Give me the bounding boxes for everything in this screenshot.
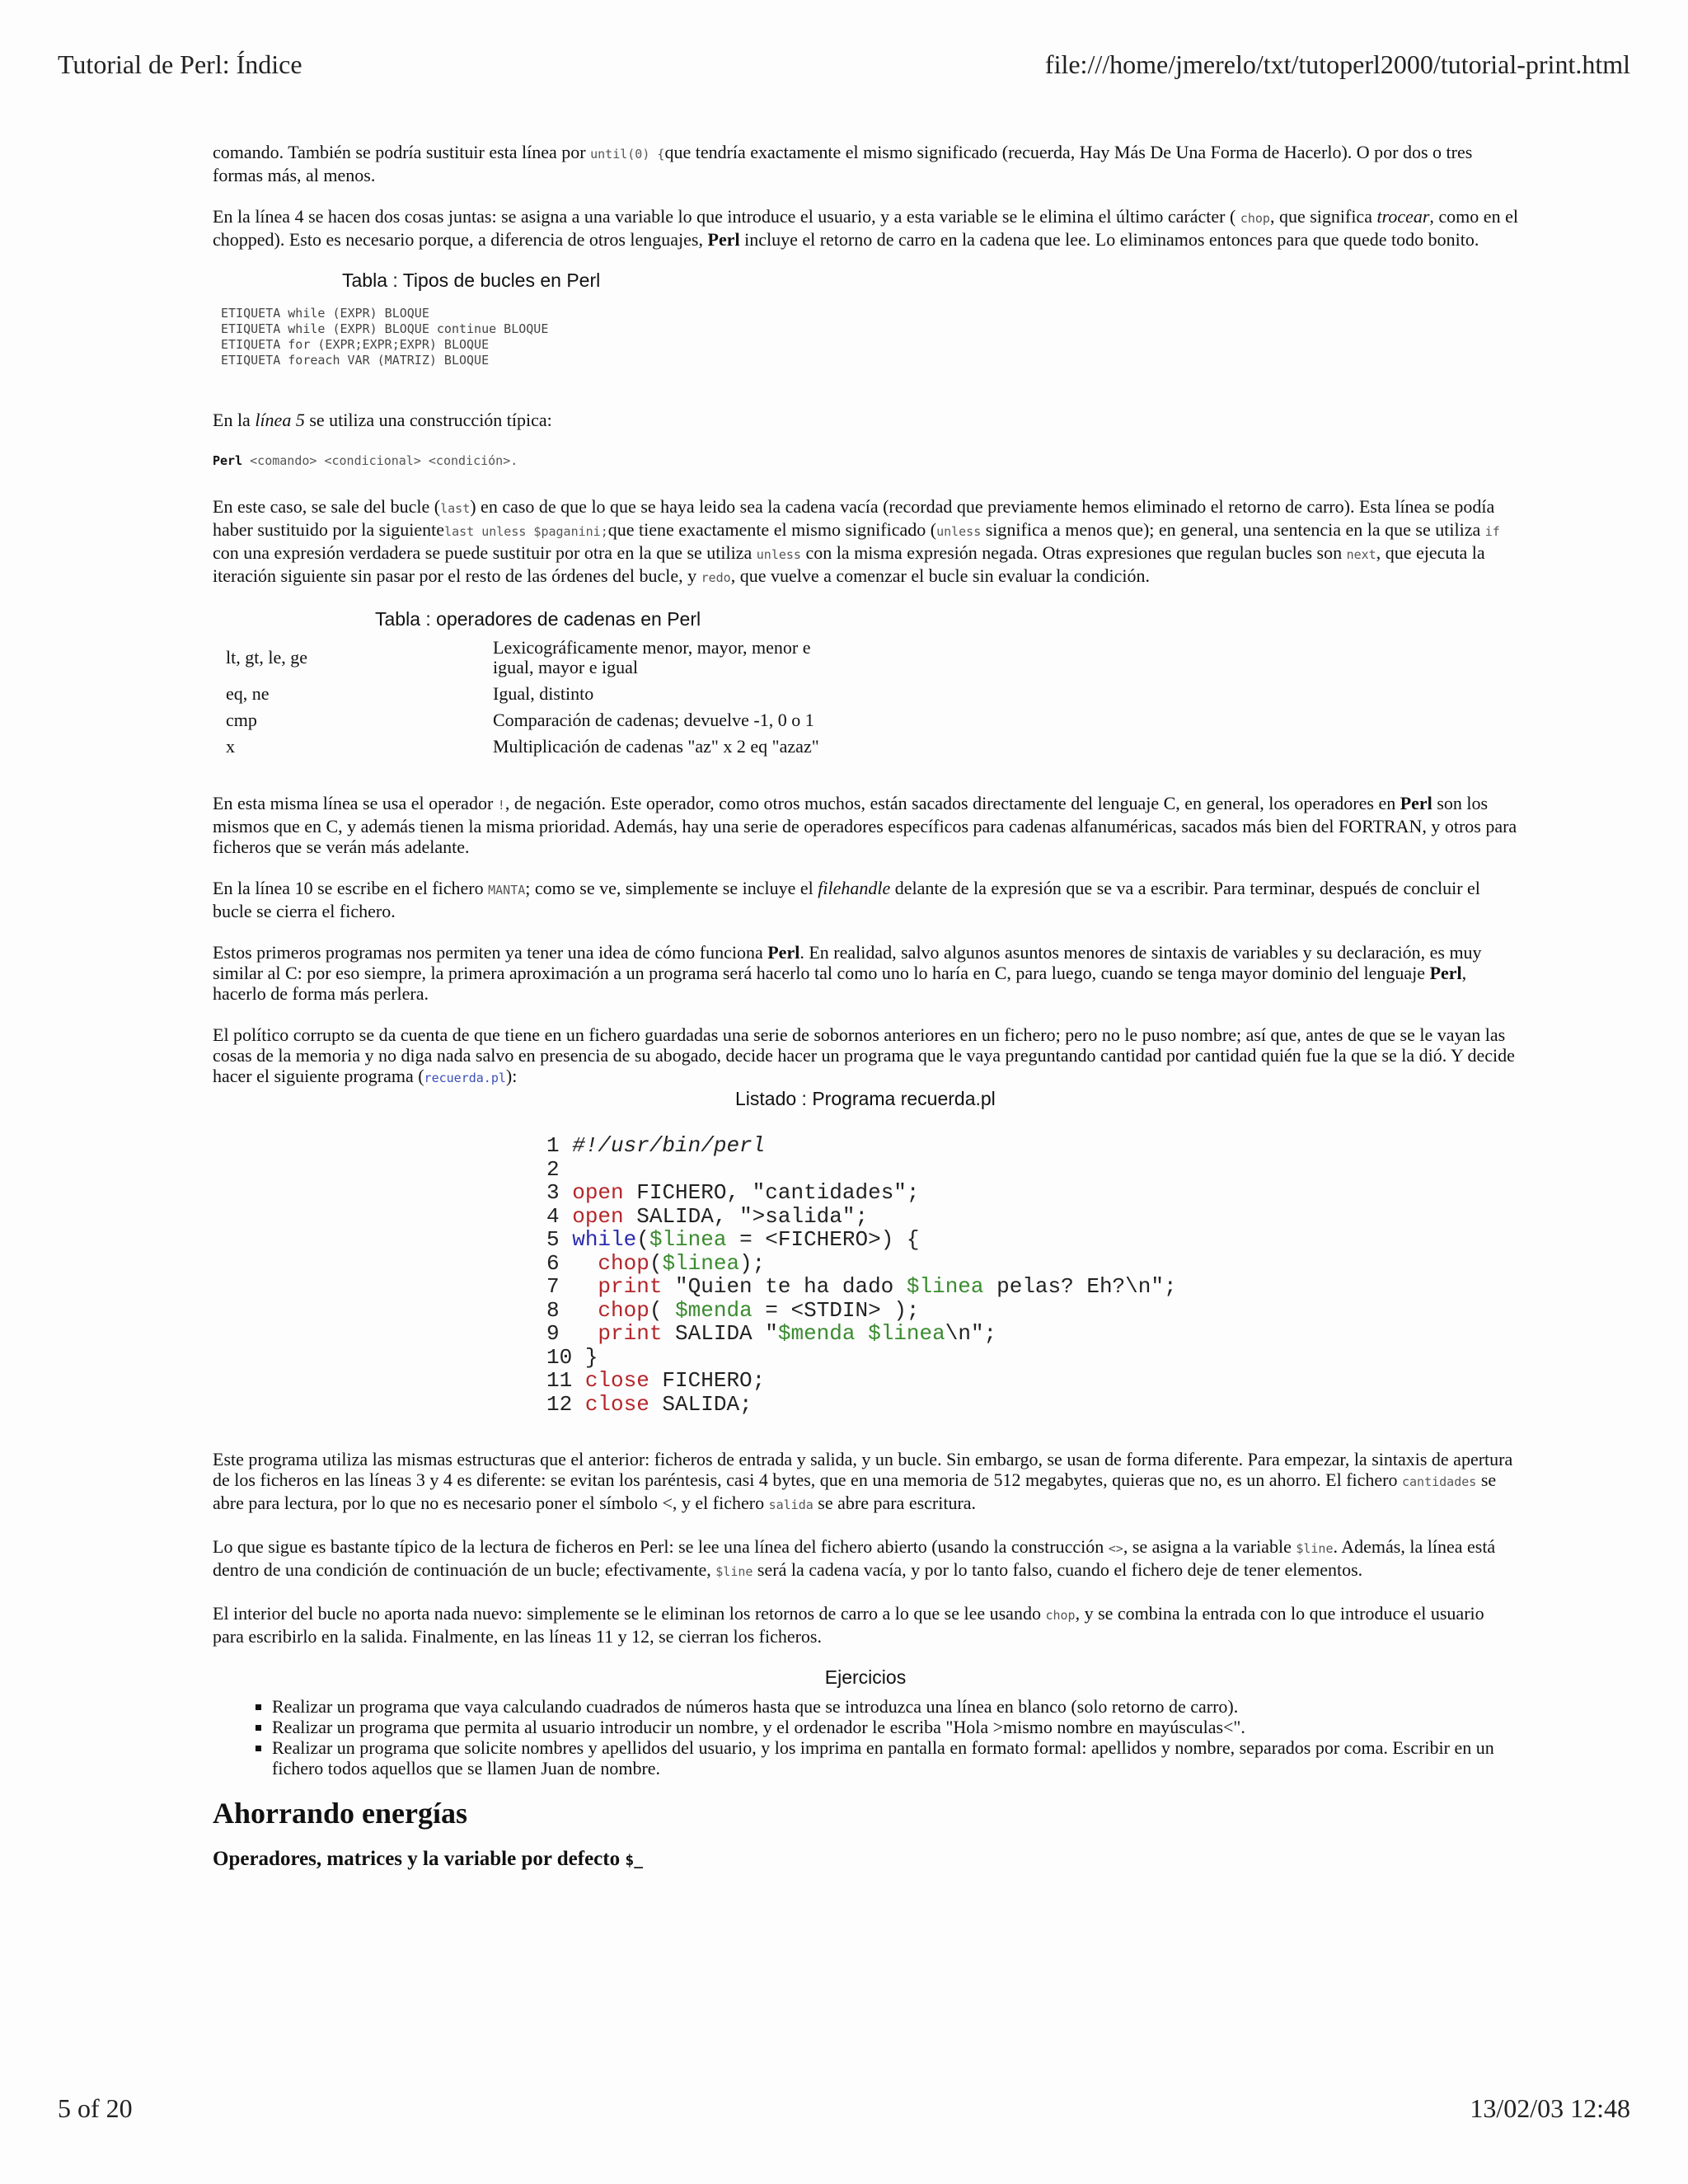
exercises-caption: Ejercicios: [824, 1666, 907, 1688]
paragraph: En esta misma línea se usa el operador !, de negación. Este operador, como otros muchos, están sacados directamente del lenguaje C, en general, los operadores en Perl son los mismos que en C, y además tienen la misma prioridad. Además, hay una serie de operadores específicos para cadenas alfanuméricas, sacados más bien del FORTRAN, y otros para ficheros que se verán más adelante.: [213, 793, 1517, 857]
paragraph: Lo que sigue es bastante típico de la lectura de ficheros en Perl: se lee una línea del fichero abierto (usando la construcción <>, se asigna a la variable $line. Además, la línea está dentro de una condición de continuación de un bucle; efectivamente, $line será la cadena vacía, y por lo tanto falso, cuando el fichero deje de tener elementos.: [213, 1536, 1496, 1580]
paragraph: Este programa utiliza las mismas estructuras que el anterior: ficheros de entrada y salida, y un bucle. Sin embargo, se usan de forma diferente. Para empezar, la sintaxis de apertura de los ficheros en las líneas 3 y 4 es diferente: se evitan los paréntesis, casi 4 bytes, que en una memoria de 512 megabytes, quieras que no, es un ahorro. El fichero cantidades se abre para lectura, por lo que no es necesario poner el símbolo <, y el fichero salida se abre para escritura.: [213, 1449, 1513, 1513]
list-item: ▪ Realizar un programa que permita al usuario introducir un nombre, y el ordenador le escriba "Hola >mismo nombre en mayúsculas<".: [272, 1717, 1518, 1737]
string-operators-table: [213, 635, 852, 760]
code-line: 9 print SALIDA "$menda $linea\n";: [546, 1321, 997, 1346]
paragraph: comando. También se podría sustituir esta línea por until(0) {que tendría exactamente el mismo significado (recuerda, Hay Más De Una Forma de Hacerlo). O por dos o tres formas más, al menos.: [213, 142, 1473, 185]
code-line: 8 chop( $menda = <STDIN> );: [546, 1297, 920, 1323]
table-row: cmp Comparación de cadenas; devuelve -1, 0 o 1: [226, 710, 814, 730]
document-body: [213, 142, 1518, 1871]
listing-caption: Listado : Programa recuerda.pl: [735, 1088, 996, 1109]
paragraph: El interior del bucle no aporta nada nuevo: simplemente se le eliminan los retornos de carro a lo que se lee usando chop, y se combina la entrada con lo que introduce el usuario para escribirlo en la salida. Finalmente, en las líneas 11 y 12, se cierran los ficheros.: [213, 1603, 1484, 1647]
code-line: 5 while($linea = <FICHERO>) {: [546, 1227, 920, 1252]
paragraph: En la línea 4 se hacen dos cosas juntas: se asigna a una variable lo que introduce el usuario, y a esta variable se le elimina el último carácter ( chop, que significa trocear, como en el chopped). Esto es necesario porque, a diferencia de otros lenguajes, Perl incluye el retorno de carro en la cadena que lee. Lo eliminamos entonces para que quede todo bonito.: [213, 206, 1518, 250]
print-header-title: Tutorial de Perl: Índice: [58, 49, 302, 79]
table-caption-bucles: Tabla : Tipos de bucles en Perl: [342, 269, 601, 291]
code-line: 11 close FICHERO;: [546, 1368, 766, 1393]
loop-line: ETIQUETA while (EXPR) BLOQUE continue BLOQUE: [221, 321, 549, 336]
paragraph: Estos primeros programas nos permiten ya tener una idea de cómo funciona Perl. En realidad, salvo algunos asuntos menores de sintaxis de variables y su declaración, es muy similar al C: por eso siempre, la primera aproximación a un programa será hacerlo tal como uno lo haría en C, para luego, cuando se tenga mayor dominio del lenguaje Perl, hacerlo de forma más perlera.: [213, 942, 1482, 1004]
print-header-url: file:///home/jmerelo/txt/tutoperl2000/tutorial-print.html: [1044, 49, 1630, 79]
paragraph: El político corrupto se da cuenta de que tiene en un fichero guardadas una serie de sobornos anteriores en un fichero; pero no le puso nombre; así que, antes de que se le vayan las cosas de la memoria y no diga nada salvo en presencia de su abogado, decide hacer un programa que le vaya preguntando cantidad por cantidad quién fue la que se la dió. Y decide hacer el siguiente programa (recuerda.pl):: [213, 1024, 1515, 1086]
table-row: lt, gt, le, ge Lexicográficamente menor, mayor, menor e igual, mayor e igual: [226, 637, 811, 677]
loop-line: ETIQUETA while (EXPR) BLOQUE: [221, 306, 429, 321]
loop-types-block: [221, 306, 1518, 368]
list-item: ▪ Realizar un programa que solicite nombres y apellidos del usuario, y los imprima en pantalla en formato formal: apellidos y nombre, separados por coma. Escribir en un fichero todos aquellos que se llamen Juan de nombre.: [272, 1737, 1518, 1779]
code-line: 12 close SALIDA;: [546, 1391, 753, 1417]
table-row: eq, ne Igual, distinto: [226, 683, 594, 704]
subsection-heading: Operadores, matrices y la variable por defecto $_: [213, 1848, 644, 1870]
code-line: 6 chop($linea);: [546, 1250, 766, 1276]
code-line: 4 open SALIDA, ">salida";: [546, 1203, 869, 1229]
code-listing: [546, 1134, 1518, 1416]
code-line: 3 open FICHERO, "cantidades";: [546, 1180, 920, 1205]
code-line: 1 #!/usr/bin/perl: [546, 1133, 766, 1158]
paragraph: En la línea 10 se escribe en el fichero MANTA; como se ve, simplemente se incluye el filehandle delante de la expresión que se va a escribir. Para terminar, después de concluir el bucle se cierra el fichero.: [213, 878, 1480, 921]
loop-line: ETIQUETA foreach VAR (MATRIZ) BLOQUE: [221, 353, 490, 368]
code-line: 7 print "Quien te ha dado $linea pelas? Eh?\n";: [546, 1274, 1177, 1299]
paragraph: En este caso, se sale del bucle (last) en caso de que lo que se haya leido sea la cadena vacía (recordad que previamente hemos eliminado el retorno de carro). Esta línea se podía haber sustituido por la siguientelast unless $paganini;que tiene exactamente el mismo significado (unless significa a menos que); en general, una sentencia en la que se utiliza if con una expresión verdadera se puede sustituir por otra en la que se utiliza unless con la misma expresión negada. Otras expresiones que regulan bucles son next, que ejecuta la iteración siguiente sin pasar por el resto de las órdenes del bucle, y redo, que vuelve a comenzar el bucle sin evaluar la condición.: [213, 496, 1500, 586]
loop-line: ETIQUETA for (EXPR;EXPR;EXPR) BLOQUE: [221, 337, 490, 352]
paragraph: En la línea 5 se utiliza una construcción típica:: [213, 410, 552, 430]
table-caption-operadores: Tabla : operadores de cadenas en Perl: [375, 608, 701, 630]
section-heading: Ahorrando energías: [213, 1797, 467, 1830]
code-line: 10 }: [546, 1344, 598, 1370]
code-line: 2: [546, 1156, 560, 1182]
list-item: ▪ Realizar un programa que vaya calculando cuadrados de números hasta que se introduzca una línea en blanco (solo retorno de carro).: [272, 1696, 1518, 1717]
exercises-list: [213, 1696, 1518, 1779]
table-row: x Multiplicación de cadenas "az" x 2 eq "azaz": [226, 736, 819, 757]
print-footer-page: 5 of 20: [58, 2093, 133, 2123]
syntax-line: Perl <comando> <condicional> <condición>.: [213, 453, 518, 468]
print-footer-datetime: 13/02/03 12:48: [1470, 2093, 1630, 2123]
recuerda-link[interactable]: recuerda.pl: [424, 1071, 506, 1085]
